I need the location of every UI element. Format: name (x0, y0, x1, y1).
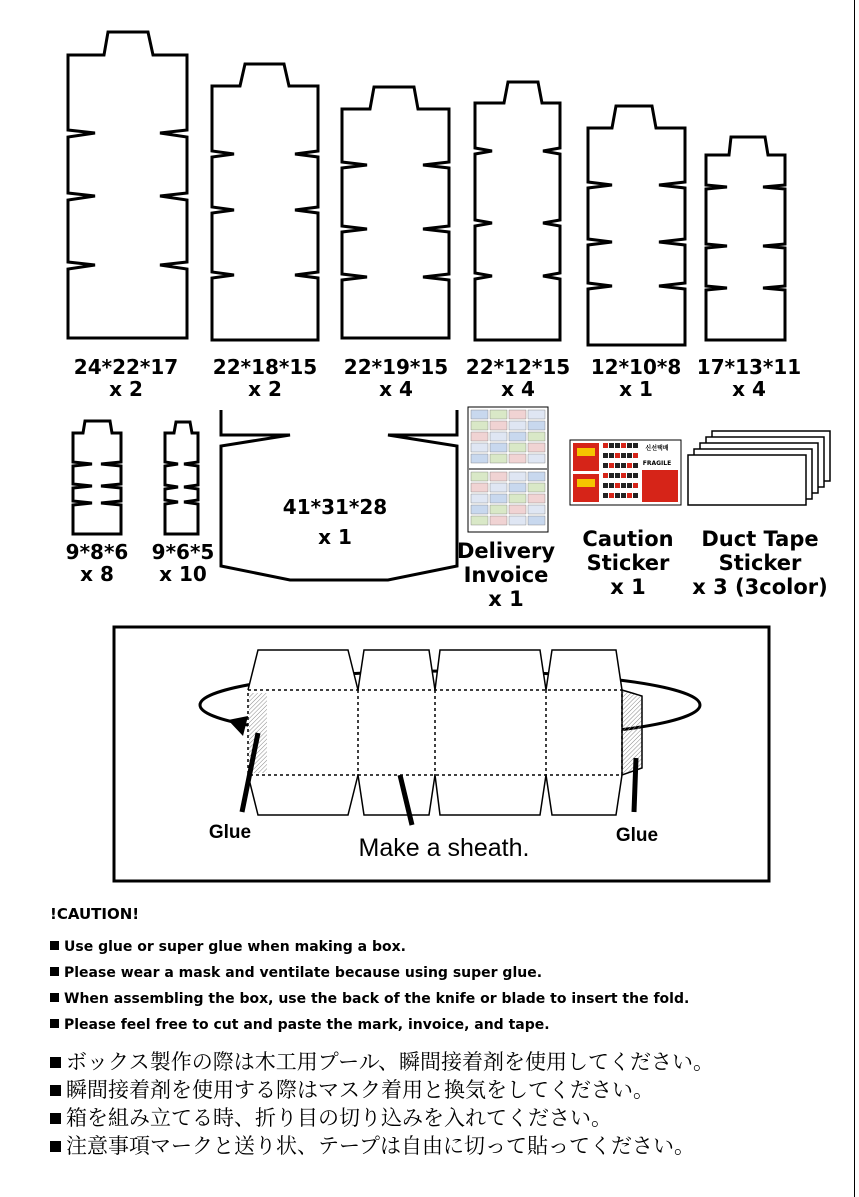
svg-text:FRAGILE: FRAGILE (642, 460, 672, 467)
invoice-thumbnail (468, 407, 548, 532)
glue-label-left: Glue (208, 822, 252, 843)
glue-label-right: Glue (615, 825, 659, 846)
caution-sticker-label: Caution Sticker x 1 (582, 527, 674, 599)
bullet-icon (50, 993, 59, 1002)
caution-note-en: Please feel free to cut and paste the mark, invoice, and tape. (50, 1012, 830, 1038)
template-12x10x8 (588, 106, 685, 345)
bullet-icon (50, 1057, 61, 1068)
template-24x22x17 (68, 32, 187, 338)
caution-note-jp: 瞬間接着剤を使用する際はマスク着用と換気をしてください。 (50, 1076, 830, 1104)
box-label-12x10x8: 12*10*8 x 1 (590, 355, 682, 401)
duct-tape-thumbnail (688, 431, 830, 505)
template-9x6x5 (165, 422, 198, 534)
box-label-24x22x17: 24*22*17 x 2 (73, 355, 179, 401)
template-22x19x15 (342, 87, 449, 338)
bullet-icon (50, 941, 59, 950)
bullet-icon (50, 967, 59, 976)
arrow-icon (228, 716, 248, 736)
caution-note-en: Please wear a mask and ventilate because using super glue. (50, 960, 830, 986)
svg-text:신선택배: 신선택배 (645, 445, 669, 452)
template-22x12x15 (475, 82, 560, 340)
template-9x8x6 (73, 421, 121, 534)
caution-note-en: Use glue or super glue when making a box. (50, 934, 830, 960)
box-label-9x8x6: 9*8*6 x 8 (65, 540, 129, 586)
sheath-instruction: Make a sheath. (358, 834, 530, 862)
template-22x18x15 (212, 64, 318, 340)
box-label-22x19x15: 22*19*15 x 4 (343, 355, 449, 401)
box-label-22x12x15: 22*12*15 x 4 (465, 355, 571, 401)
bullet-icon (50, 1085, 61, 1096)
bullet-icon (50, 1019, 59, 1028)
invoice-label: Delivery Invoice x 1 (456, 539, 556, 611)
caution-note-jp: 注意事項マークと送り状、テープは自由に切って貼ってください。 (50, 1132, 830, 1160)
caution-section (50, 905, 830, 1160)
caution-note-jp: 箱を組み立てる時、折り目の切り込みを入れてください。 (50, 1104, 830, 1132)
caution-notes-jp (50, 1048, 830, 1160)
template-17x13x11 (706, 137, 785, 340)
caution-sticker-thumbnail (570, 440, 681, 505)
caution-note-jp: ボックス製作の際は木工用プール、瞬間接着剤を使用してください。 (50, 1048, 830, 1076)
box-label-41x31x28: 41*31*28 x 1 (282, 495, 388, 549)
caution-title: !CAUTION! (50, 905, 140, 923)
box-label-17x13x11: 17*13*11 x 4 (696, 355, 802, 401)
box-label-9x6x5: 9*6*5 x 10 (151, 540, 215, 586)
box-label-22x18x15: 22*18*15 x 2 (212, 355, 318, 401)
bullet-icon (50, 1113, 61, 1124)
bullet-icon (50, 1141, 61, 1152)
caution-note-en: When assembling the box, use the back of the knife or blade to insert the fold. (50, 986, 830, 1012)
duct-tape-label: Duct Tape Sticker x 3 (3color) (692, 527, 828, 599)
glue-area-right (622, 690, 642, 775)
